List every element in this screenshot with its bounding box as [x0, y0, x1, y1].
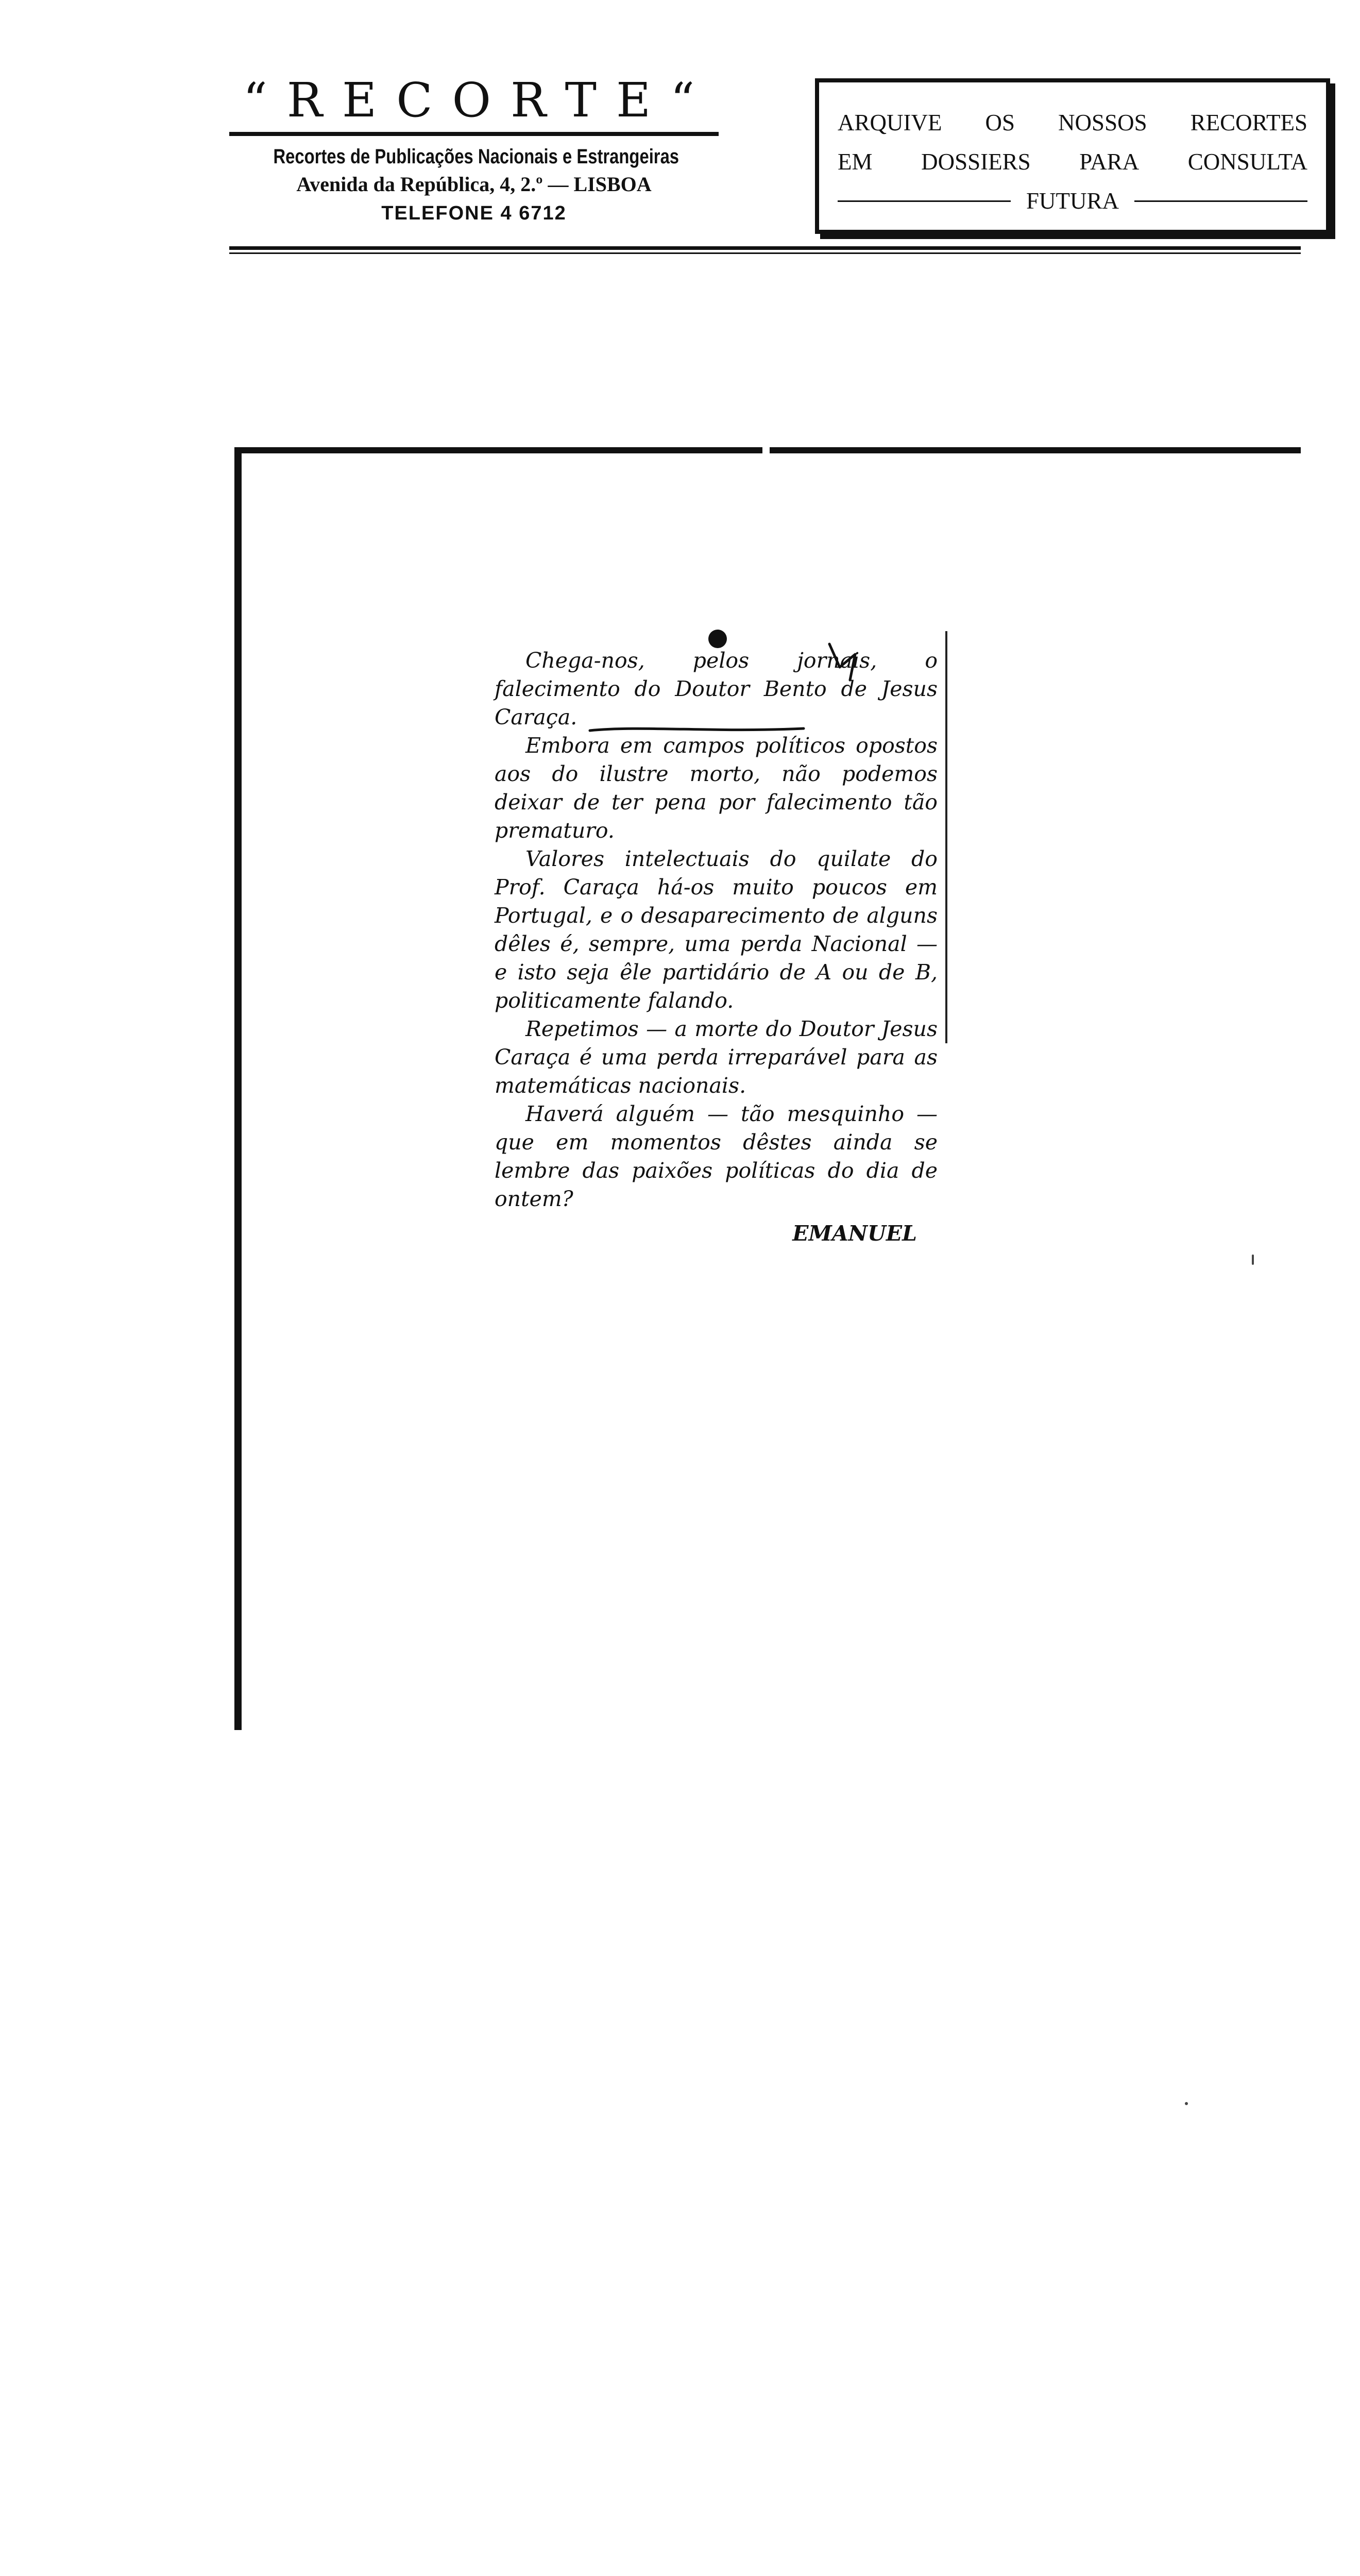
notice-word: OS	[985, 110, 1015, 135]
clipping-frame-gap	[762, 446, 770, 454]
clipping-paragraph: Embora em campos políticos opostos aos do ilustre morto, não podemos deixar de ter pena por falecimento tão prematuro.	[495, 733, 938, 843]
notice-line-2	[838, 142, 1307, 181]
publisher-subtitle: Recortes de Publicações Nacionais e Estrangeiras	[273, 145, 679, 168]
brand-title: “RECORTE“	[243, 73, 715, 128]
notice-word: CONSULTA	[1187, 149, 1307, 175]
clipping-signature: EMANUEL	[792, 1221, 917, 1246]
pen-annotation-mark	[824, 639, 865, 685]
notice-word: RECORTES	[1190, 110, 1307, 135]
column-rule	[945, 631, 947, 1043]
notice-dash-right	[1134, 200, 1307, 202]
header-rule-thin	[229, 252, 1301, 254]
clipping-frame-left	[234, 447, 242, 1730]
brand-underline	[229, 132, 719, 136]
publisher-address: Avenida da República, 4, 2.º — LISBOA	[296, 173, 652, 196]
bullet-dot	[708, 630, 727, 648]
scan-speck	[1185, 2102, 1188, 2105]
clipping-paragraph: Repetimos — a morte do Doutor Jesus Caraça é uma perda irreparável para as matemáticas nacionais.	[495, 1016, 938, 1098]
pen-underline-mark	[587, 721, 809, 737]
notice-word: DOSSIERS	[921, 149, 1031, 175]
notice-word: NOSSOS	[1058, 110, 1147, 135]
archive-notice-box	[815, 78, 1330, 234]
notice-word: PARA	[1079, 149, 1140, 175]
clipping-paragraph: Chega-nos, pelos jornais, o falecimento do Doutor Bento de Jesus Caraça.	[495, 648, 938, 730]
notice-word: EM	[838, 149, 873, 175]
publisher-header	[229, 72, 719, 228]
clipping-paragraph: Valores intelectuais do quilate do Prof. Caraça há-os muito poucos em Portugal, e o desaparecimento de alguns dêles é, sempre, uma perda Nacional — e isto seja êle partidário de A ou de B, politicamente falando.	[495, 846, 938, 1013]
notice-word: ARQUIVE	[838, 110, 942, 135]
header-rule-thick	[229, 246, 1301, 250]
newspaper-clipping	[495, 647, 938, 1248]
scan-speck	[1252, 1255, 1254, 1265]
notice-word-future: FUTURA	[1026, 188, 1119, 214]
publisher-phone: TELEFONE 4 6712	[381, 202, 567, 224]
notice-dash-left	[838, 200, 1011, 202]
notice-line-3	[838, 181, 1307, 221]
notice-line-1	[838, 103, 1307, 142]
clipping-paragraph: Haverá alguém — tão mesquinho — que em momentos dêstes ainda se lembre das paixões políticas do dia de ontem?	[495, 1101, 938, 1211]
